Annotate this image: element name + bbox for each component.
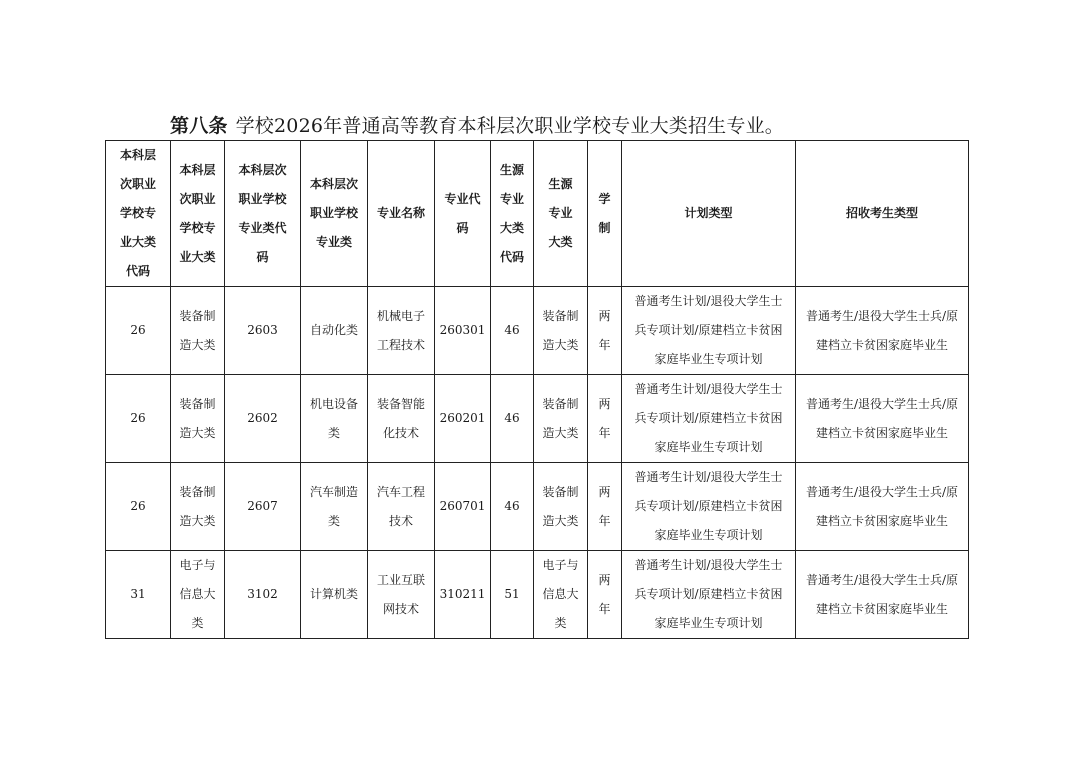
sub-class-cell: 计算机类: [301, 551, 368, 639]
header-cell: 计划类型: [622, 141, 796, 287]
major-code-cell: 310211: [435, 551, 491, 639]
article-text: 学校2026年普通高等教育本科层次职业学校专业大类招生专业。: [235, 115, 784, 137]
major-code-cell: 260201: [435, 375, 491, 463]
source-class-cell: 电子与信息大类: [534, 551, 588, 639]
header-cell: 专业代码: [435, 141, 491, 287]
major-code-cell: 260701: [435, 463, 491, 551]
article-number: 第八条: [170, 115, 228, 137]
major-name-cell: 工业互联网技术: [368, 551, 435, 639]
major-name-cell: 机械电子工程技术: [368, 287, 435, 375]
header-cell: 学制: [588, 141, 622, 287]
source-class-code-cell: 46: [491, 287, 534, 375]
plan-type-cell: 普通考生计划/退役大学生士兵专项计划/原建档立卡贫困家庭毕业生专项计划: [622, 287, 796, 375]
table-row: [106, 551, 969, 639]
duration-cell: 两年: [588, 463, 622, 551]
major-class-cell: 装备制造大类: [171, 287, 225, 375]
student-type-cell: 普通考生/退役大学生士兵/原建档立卡贫困家庭毕业生: [796, 551, 969, 639]
sub-class-code-cell: 2603: [225, 287, 301, 375]
duration-cell: 两年: [588, 375, 622, 463]
duration-cell: 两年: [588, 551, 622, 639]
major-class-cell: 装备制造大类: [171, 463, 225, 551]
sub-class-cell: 汽车制造类: [301, 463, 368, 551]
major-class-cell: 装备制造大类: [171, 375, 225, 463]
sub-class-code-cell: 2602: [225, 375, 301, 463]
major-code-cell: 260301: [435, 287, 491, 375]
header-cell: 生源专业大类代码: [491, 141, 534, 287]
plan-type-cell: 普通考生计划/退役大学生士兵专项计划/原建档立卡贫困家庭毕业生专项计划: [622, 551, 796, 639]
sub-class-cell: 机电设备类: [301, 375, 368, 463]
student-type-cell: 普通考生/退役大学生士兵/原建档立卡贫困家庭毕业生: [796, 463, 969, 551]
table-row: [106, 287, 969, 375]
header-cell: 本科层次职业学校专业大类代码: [106, 141, 171, 287]
header-cell: 专业名称: [368, 141, 435, 287]
header-cell: 生源专业大类: [534, 141, 588, 287]
plan-type-cell: 普通考生计划/退役大学生士兵专项计划/原建档立卡贫困家庭毕业生专项计划: [622, 463, 796, 551]
source-class-code-cell: 51: [491, 551, 534, 639]
major-class-code-cell: 26: [106, 463, 171, 551]
major-class-code-cell: 31: [106, 551, 171, 639]
table-row: [106, 463, 969, 551]
sub-class-code-cell: 2607: [225, 463, 301, 551]
sub-class-cell: 自动化类: [301, 287, 368, 375]
table-header-row: [106, 141, 969, 287]
header-cell: 招收考生类型: [796, 141, 969, 287]
plan-type-cell: 普通考生计划/退役大学生士兵专项计划/原建档立卡贫困家庭毕业生专项计划: [622, 375, 796, 463]
enrollment-table: [105, 140, 969, 639]
major-class-cell: 电子与信息大类: [171, 551, 225, 639]
header-cell: 本科层次职业学校专业类: [301, 141, 368, 287]
header-cell: 本科层次职业学校专业类代码: [225, 141, 301, 287]
sub-class-code-cell: 3102: [225, 551, 301, 639]
source-class-code-cell: 46: [491, 375, 534, 463]
major-class-code-cell: 26: [106, 287, 171, 375]
article-title: [170, 111, 990, 138]
source-class-cell: 装备制造大类: [534, 375, 588, 463]
duration-cell: 两年: [588, 287, 622, 375]
major-name-cell: 汽车工程技术: [368, 463, 435, 551]
student-type-cell: 普通考生/退役大学生士兵/原建档立卡贫困家庭毕业生: [796, 375, 969, 463]
major-name-cell: 装备智能化技术: [368, 375, 435, 463]
table-row: [106, 375, 969, 463]
source-class-cell: 装备制造大类: [534, 287, 588, 375]
source-class-code-cell: 46: [491, 463, 534, 551]
student-type-cell: 普通考生/退役大学生士兵/原建档立卡贫困家庭毕业生: [796, 287, 969, 375]
source-class-cell: 装备制造大类: [534, 463, 588, 551]
major-class-code-cell: 26: [106, 375, 171, 463]
header-cell: 本科层次职业学校专业大类: [171, 141, 225, 287]
